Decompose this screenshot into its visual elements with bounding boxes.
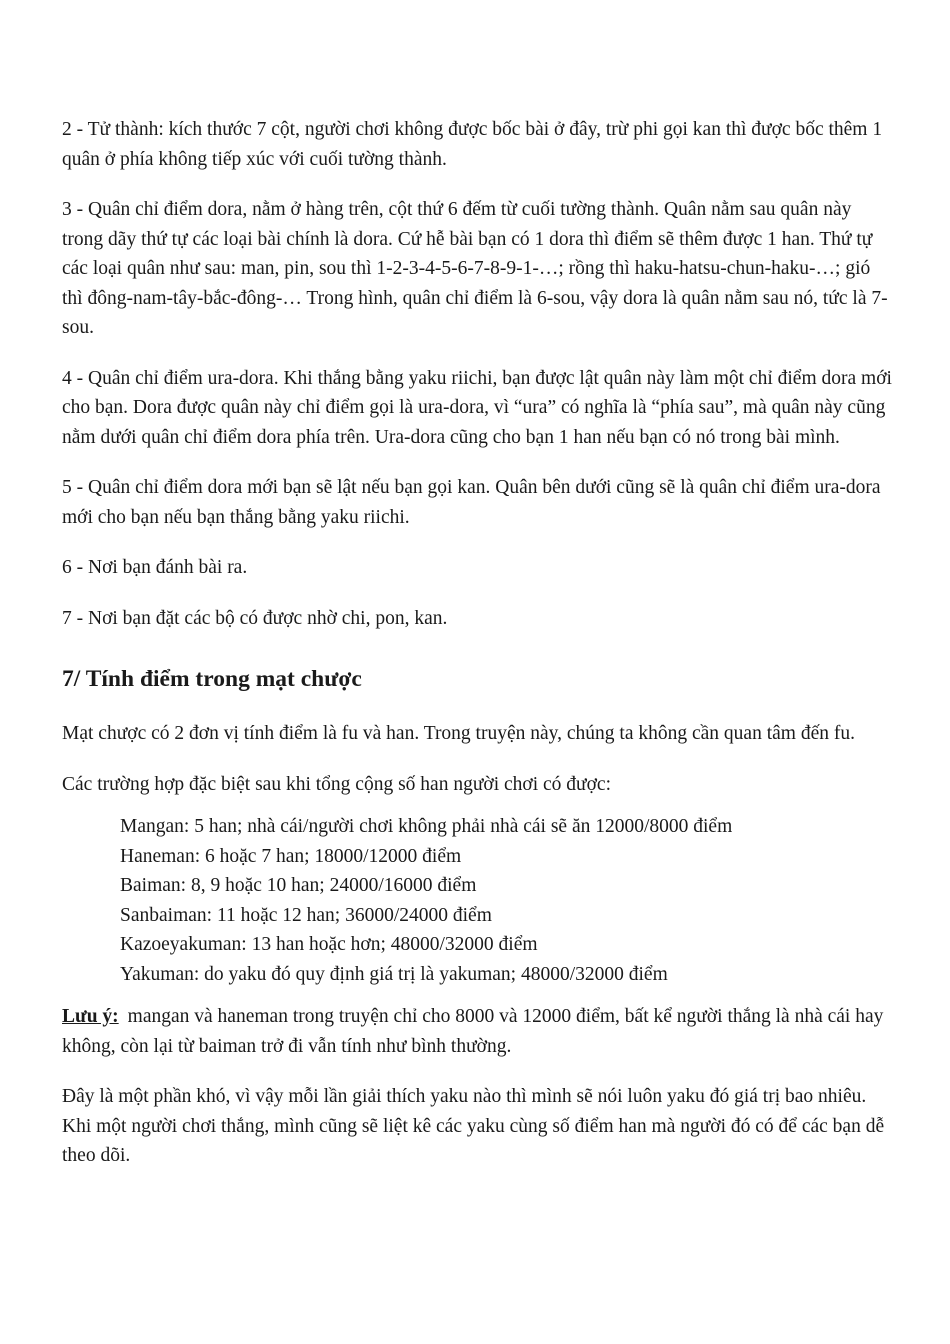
score-line-mangan: Mangan: 5 han; nhà cái/người chơi không phải nhà cái sẽ ăn 12000/8000 điểm [120,816,733,837]
score-list [62,812,892,989]
numbered-note-6: 6 - Nơi bạn đánh bài ra. [62,557,248,578]
numbered-note-4: 4 - Quân chỉ điểm ura-dora. Khi thắng bằng yaku riichi, bạn được lật quân này làm một chỉ điểm dora mới cho bạn. Dora được quân này chỉ điểm gọi là ura-dora, vì “ura” có nghĩa là “phía sau”, mà quân này cũng nằm dưới quân chỉ điểm dora phía trên. Ura-dora cũng cho bạn 1 han nếu bạn có nó trong bài mình. [62,367,892,448]
intro-paragraph-fu-han: Mạt chược có 2 đơn vị tính điểm là fu và han. Trong truyện này, chúng ta không cần quan tâm đến fu. [62,723,855,744]
section-heading: 7/ Tính điểm trong mạt chược [62,666,362,692]
numbered-note-5: 5 - Quân chỉ điểm dora mới bạn sẽ lật nếu bạn gọi kan. Quân bên dưới cũng sẽ là quân chỉ điểm ura-dora mới cho bạn nếu bạn thắng bằng yaku riichi. [62,477,881,528]
score-line-kazoeyakuman: Kazoeyakuman: 13 han hoặc hơn; 48000/32000 điểm [120,934,538,955]
score-line-haneman: Haneman: 6 hoặc 7 han; 18000/12000 điểm [120,845,462,867]
note-label: Lưu ý: [62,1006,119,1027]
numbered-note-7: 7 - Nơi bạn đặt các bộ có được nhờ chi, pon, kan. [62,607,448,629]
numbered-note-3: 3 - Quân chỉ điểm dora, nằm ở hàng trên, cột thứ 6 đếm từ cuối tường thành. Quân nằm sau quân này trong dãy thứ tự các loại bài chính là dora. Cứ hễ bài bạn có 1 dora thì điểm sẽ thêm được 1 han. Thứ tự các loại quân như sau: man, pin, sou thì 1-2-3-4-5-6-7-8-9-1-…; rồng thì haku-hatsu-chun-haku-…; gió thì đông-nam-tây-bắc-đông-… Trong hình, quân chỉ điểm là 6-sou, vậy dora là quân nằm sau nó, tức là 7-sou. [62,199,888,338]
closing-paragraph: Đây là một phần khó, vì vậy mỗi lần giải thích yaku nào thì mình sẽ nói luôn yaku đó giá trị bao nhiêu. Khi một người chơi thắng, mình cũng sẽ liệt kê các yaku cùng số điểm han mà người đó có để các bạn dễ theo dõi. [62,1086,885,1166]
score-line-yakuman: Yakuman: do yaku đó quy định giá trị là yakuman; 48000/32000 điểm [120,963,668,985]
intro-paragraph-special-cases: Các trường hợp đặc biệt sau khi tổng cộng số han người chơi có được: [62,773,611,795]
note-text: mangan và haneman trong truyện chỉ cho 8000 và 12000 điểm, bất kể người thắng là nhà cái hay không, còn lại từ baiman trở đi vẫn tính như bình thường. [62,1006,884,1057]
score-line-baiman: Baiman: 8, 9 hoặc 10 han; 24000/16000 điểm [120,875,477,896]
note-paragraph [62,1002,892,1061]
numbered-note-2: 2 - Tử thành: kích thước 7 cột, người chơi không được bốc bài ở đây, trừ phi gọi kan thì được bốc thêm 1 quân ở phía không tiếp xúc với cuối tường thành. [62,119,883,170]
score-line-sanbaiman: Sanbaiman: 11 hoặc 12 han; 36000/24000 điểm [120,904,492,926]
